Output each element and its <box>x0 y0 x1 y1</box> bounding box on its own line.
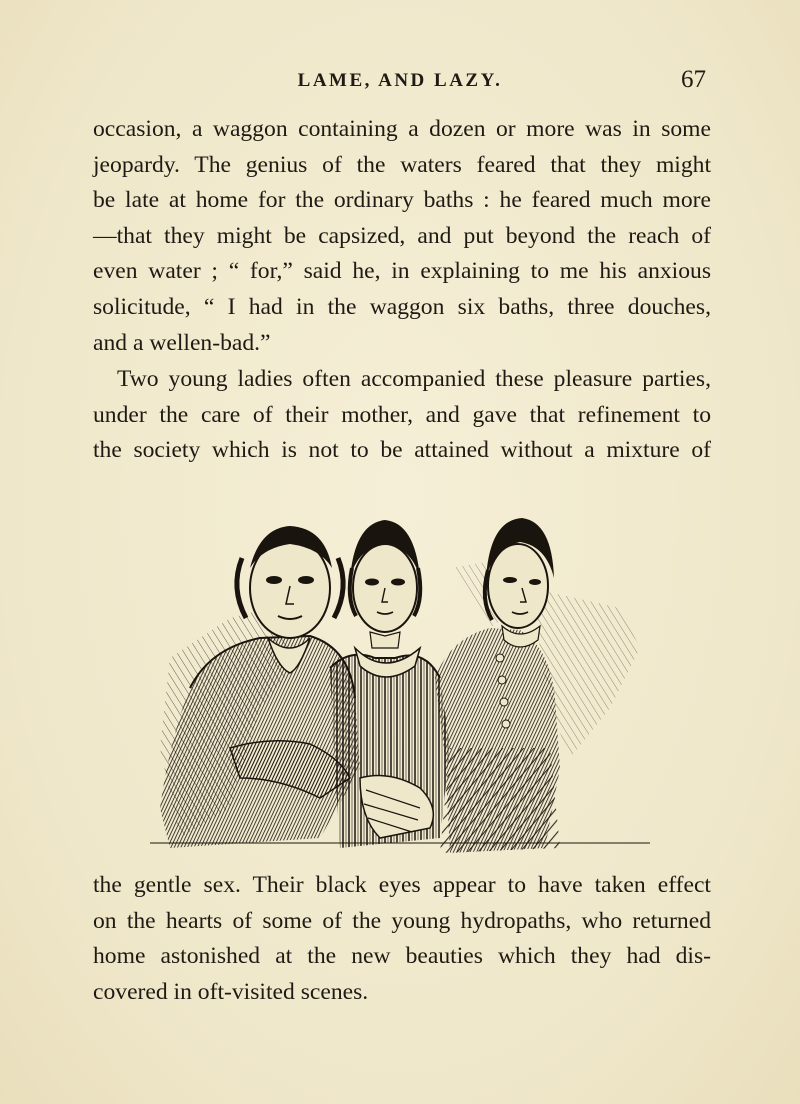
engraving-three-women-icon <box>150 508 650 858</box>
text-line: covered in oft-visited scenes. <box>93 978 369 1005</box>
page-number: 67 <box>681 66 706 93</box>
paragraph-3 <box>93 868 711 1010</box>
text-line: be late at home for the ordinary baths : he feared much more <box>93 187 711 214</box>
running-head <box>92 66 708 100</box>
text-line: —that they might be capsized, and put beyond the reach of <box>93 222 711 249</box>
text-line: the society which is not to be attained without a mixture of <box>93 437 711 464</box>
text-line: jeopardy. The genius of the waters feared that they might <box>93 151 711 178</box>
text-line: solicitude, “ I had in the waggon six baths, three douches, <box>93 293 711 320</box>
paragraph-1 <box>93 112 711 361</box>
text-line: even water ; “ for,” said he, in explaining to me his anxious <box>93 258 711 285</box>
text-line: occasion, a waggon containing a dozen or more was in some <box>93 116 711 142</box>
paragraph-2 <box>93 362 711 469</box>
running-title: LAME, AND LAZY. <box>297 70 503 91</box>
text-line: Two young ladies often accompanied these pleasure parties, <box>117 366 711 392</box>
text-line: under the care of their mother, and gave that refinement to <box>93 401 711 428</box>
text-line: on the hearts of some of the young hydropaths, who returned <box>93 907 711 934</box>
text-line: and a wellen-bad.” <box>93 329 271 356</box>
text-line: the gentle sex. Their black eyes appear to have taken effect <box>93 872 711 898</box>
text-line: home astonished at the new beauties which they had dis- <box>93 943 711 970</box>
